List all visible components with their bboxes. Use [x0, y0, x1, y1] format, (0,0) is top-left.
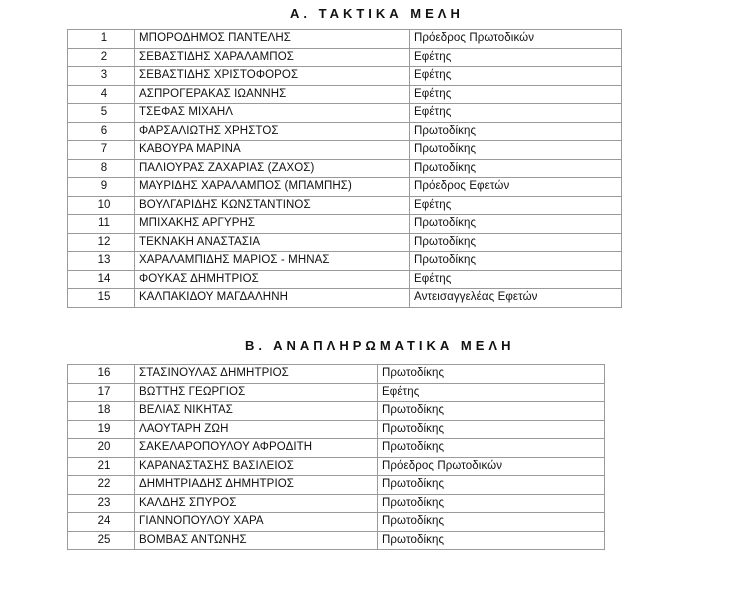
table-row	[68, 383, 605, 402]
table-row	[68, 439, 605, 458]
member-rank: Πρωτοδίκης	[378, 476, 605, 495]
member-rank: Πρωτοδίκης	[410, 159, 622, 178]
member-name: ΒΟΥΛΓΑΡΙΔΗΣ ΚΩΝΣΤΑΝΤΙΝΟΣ	[135, 196, 410, 215]
member-name: ΜΠΟΡΟΔΗΜΟΣ ΠΑΝΤΕΛΗΣ	[135, 30, 410, 49]
table-row	[68, 531, 605, 550]
table-row	[68, 67, 622, 86]
member-rank: Πρωτοδίκης	[378, 513, 605, 532]
regular-members-table	[67, 29, 622, 308]
member-rank: Εφέτης	[410, 67, 622, 86]
member-number: 1	[68, 30, 135, 49]
table-row	[68, 476, 605, 495]
member-name: ΚΑΛΔΗΣ ΣΠΥΡΟΣ	[135, 494, 378, 513]
member-number: 7	[68, 141, 135, 160]
member-name: ΦΑΡΣΑΛΙΩΤΗΣ ΧΡΗΣΤΟΣ	[135, 122, 410, 141]
member-rank: Πρόεδρος Πρωτοδικών	[410, 30, 622, 49]
alternate-members-table	[67, 364, 605, 550]
member-name: ΒΟΜΒΑΣ ΑΝΤΩΝΗΣ	[135, 531, 378, 550]
member-number: 5	[68, 104, 135, 123]
member-name: ΚΑΒΟΥΡΑ ΜΑΡΙΝΑ	[135, 141, 410, 160]
member-rank: Εφέτης	[410, 196, 622, 215]
table-row	[68, 178, 622, 197]
member-rank: Πρόεδρος Εφετών	[410, 178, 622, 197]
member-name: ΚΑΛΠΑΚΙΔΟΥ ΜΑΓΔΑΛΗΝΗ	[135, 289, 410, 308]
member-name: ΦΟΥΚΑΣ ΔΗΜΗΤΡΙΟΣ	[135, 270, 410, 289]
member-number: 25	[68, 531, 135, 550]
member-name: ΛΑΟΥΤΑΡΗ ΖΩΗ	[135, 420, 378, 439]
table-row	[68, 365, 605, 384]
table-row	[68, 420, 605, 439]
table-row	[68, 402, 605, 421]
member-name: ΒΕΛΙΑΣ ΝΙΚΗΤΑΣ	[135, 402, 378, 421]
member-number: 22	[68, 476, 135, 495]
member-number: 20	[68, 439, 135, 458]
table-row	[68, 457, 605, 476]
member-number: 10	[68, 196, 135, 215]
member-number: 21	[68, 457, 135, 476]
member-rank: Εφέτης	[410, 48, 622, 67]
member-name: ΚΑΡΑΝΑΣΤΑΣΗΣ ΒΑΣΙΛΕΙΟΣ	[135, 457, 378, 476]
member-rank: Εφέτης	[410, 85, 622, 104]
member-name: ΑΣΠΡΟΓΕΡΑΚΑΣ ΙΩΑΝΝΗΣ	[135, 85, 410, 104]
member-name: ΤΕΚΝΑΚΗ ΑΝΑΣΤΑΣΙΑ	[135, 233, 410, 252]
member-rank: Πρόεδρος Πρωτοδικών	[378, 457, 605, 476]
member-number: 9	[68, 178, 135, 197]
member-number: 15	[68, 289, 135, 308]
table-row	[68, 270, 622, 289]
member-number: 19	[68, 420, 135, 439]
section-a-title: Α. ΤΑΚΤΙΚΑ ΜΕΛΗ	[290, 6, 464, 21]
member-rank: Πρωτοδίκης	[378, 365, 605, 384]
member-name: ΣΕΒΑΣΤΙΔΗΣ ΧΑΡΑΛΑΜΠΟΣ	[135, 48, 410, 67]
member-number: 24	[68, 513, 135, 532]
member-rank: Αντεισαγγελέας Εφετών	[410, 289, 622, 308]
member-rank: Εφέτης	[410, 270, 622, 289]
member-rank: Πρωτοδίκης	[410, 252, 622, 271]
member-number: 4	[68, 85, 135, 104]
table-row	[68, 141, 622, 160]
member-rank: Εφέτης	[378, 383, 605, 402]
table-row	[68, 48, 622, 67]
member-name: ΔΗΜΗΤΡΙΑΔΗΣ ΔΗΜΗΤΡΙΟΣ	[135, 476, 378, 495]
member-number: 3	[68, 67, 135, 86]
member-rank: Πρωτοδίκης	[410, 141, 622, 160]
member-number: 18	[68, 402, 135, 421]
alternate-members-rows	[68, 365, 605, 550]
member-rank: Εφέτης	[410, 104, 622, 123]
member-number: 2	[68, 48, 135, 67]
member-name: ΓΙΑΝΝΟΠΟΥΛΟΥ ΧΑΡΑ	[135, 513, 378, 532]
member-name: ΜΠΙΧΑΚΗΣ ΑΡΓΥΡΗΣ	[135, 215, 410, 234]
member-number: 8	[68, 159, 135, 178]
member-name: ΣΤΑΣΙΝΟΥΛΑΣ ΔΗΜΗΤΡΙΟΣ	[135, 365, 378, 384]
member-number: 6	[68, 122, 135, 141]
table-row	[68, 513, 605, 532]
table-row	[68, 289, 622, 308]
table-row	[68, 494, 605, 513]
member-name: ΣΑΚΕΛΑΡΟΠΟΥΛΟΥ ΑΦΡΟΔΙΤΗ	[135, 439, 378, 458]
member-rank: Πρωτοδίκης	[378, 402, 605, 421]
member-name: ΜΑΥΡΙΔΗΣ ΧΑΡΑΛΑΜΠΟΣ (ΜΠΑΜΠΗΣ)	[135, 178, 410, 197]
member-name: ΤΣΕΦΑΣ ΜΙΧΑΗΛ	[135, 104, 410, 123]
member-rank: Πρωτοδίκης	[410, 215, 622, 234]
regular-members-rows	[68, 30, 622, 308]
member-rank: Πρωτοδίκης	[410, 122, 622, 141]
member-name: ΧΑΡΑΛΑΜΠΙΔΗΣ ΜΑΡΙΟΣ - ΜΗΝΑΣ	[135, 252, 410, 271]
member-number: 12	[68, 233, 135, 252]
member-number: 23	[68, 494, 135, 513]
table-row	[68, 215, 622, 234]
member-rank: Πρωτοδίκης	[378, 439, 605, 458]
member-number: 16	[68, 365, 135, 384]
member-name: ΠΑΛΙΟΥΡΑΣ ΖΑΧΑΡΙΑΣ (ΖΑΧΟΣ)	[135, 159, 410, 178]
member-rank: Πρωτοδίκης	[378, 531, 605, 550]
member-rank: Πρωτοδίκης	[378, 494, 605, 513]
member-name: ΣΕΒΑΣΤΙΔΗΣ ΧΡΙΣΤΟΦΟΡΟΣ	[135, 67, 410, 86]
section-b-title: Β. ΑΝΑΠΛΗΡΩΜΑΤΙΚΑ ΜΕΛΗ	[245, 338, 515, 353]
table-row	[68, 159, 622, 178]
table-row	[68, 30, 622, 49]
member-rank: Πρωτοδίκης	[378, 420, 605, 439]
table-row	[68, 252, 622, 271]
table-row	[68, 85, 622, 104]
member-number: 13	[68, 252, 135, 271]
member-rank: Πρωτοδίκης	[410, 233, 622, 252]
table-row	[68, 104, 622, 123]
table-row	[68, 233, 622, 252]
member-number: 11	[68, 215, 135, 234]
table-row	[68, 122, 622, 141]
member-number: 17	[68, 383, 135, 402]
member-name: ΒΩΤΤΗΣ ΓΕΩΡΓΙΟΣ	[135, 383, 378, 402]
member-number: 14	[68, 270, 135, 289]
table-row	[68, 196, 622, 215]
